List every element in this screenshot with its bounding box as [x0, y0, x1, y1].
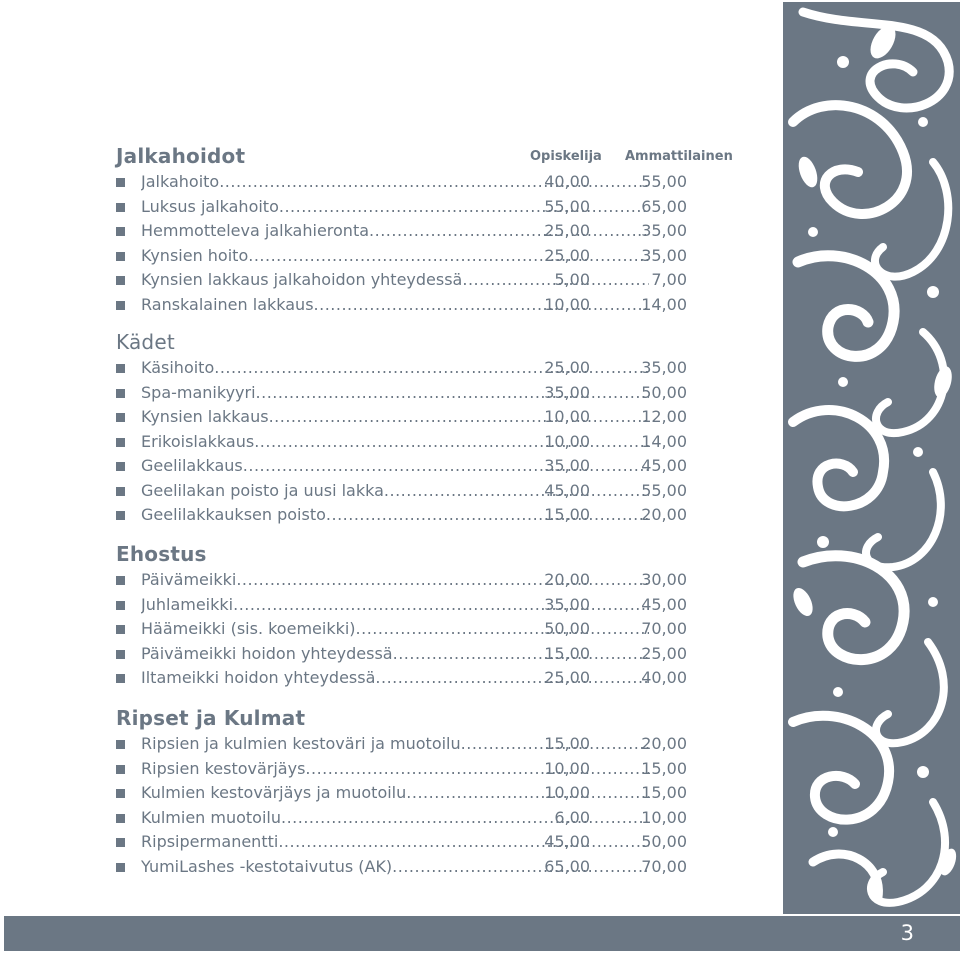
- service-name: Geelilakkaus .....: [141, 455, 649, 477]
- professional-price: 15,00: [641, 783, 687, 802]
- section-title: Jalkahoidot: [116, 144, 246, 168]
- service-name: Hemmotteleva jalkahieronta .....: [141, 220, 649, 242]
- price-row: [116, 382, 716, 404]
- square-bullet-icon: [116, 487, 125, 496]
- price-row: [116, 357, 716, 379]
- service-name: Spa-manikyyri .....: [141, 382, 649, 404]
- price-row: [116, 782, 716, 804]
- student-price: 25,00: [544, 358, 590, 377]
- price-row: [116, 431, 716, 453]
- square-bullet-icon: [116, 438, 125, 447]
- price-row: [116, 196, 716, 218]
- section-title: Kädet: [116, 330, 175, 354]
- professional-price: 7,00: [651, 270, 687, 289]
- price-row: [116, 269, 716, 291]
- decorative-pattern-panel: [783, 2, 960, 914]
- square-bullet-icon: [116, 789, 125, 798]
- paisley-ornament: [783, 2, 960, 914]
- student-price: 25,00: [544, 245, 590, 265]
- price-row: [116, 856, 716, 878]
- student-price: 55,00: [544, 196, 590, 216]
- price-row: [116, 294, 716, 316]
- service-name: Kulmien kestovärjäys ja muotoilu .....: [141, 782, 649, 804]
- square-bullet-icon: [116, 838, 125, 847]
- section-title: Ehostus: [116, 542, 207, 566]
- column-header-student: Opiskelija: [530, 149, 602, 164]
- student-price: 10,00: [544, 294, 590, 314]
- student-price: 15,00: [544, 734, 590, 753]
- professional-price: 20,00: [641, 734, 687, 753]
- square-bullet-icon: [116, 276, 125, 285]
- professional-price: 45,00: [641, 456, 687, 475]
- service-name: Käsihoito .....: [141, 357, 649, 379]
- price-row: [116, 455, 716, 477]
- student-price: 40,00: [544, 172, 590, 191]
- service-name: Päivämeikki hoidon yhteydessä .....: [141, 643, 649, 665]
- price-row: [116, 569, 716, 591]
- price-row: [116, 245, 716, 267]
- professional-price: 14,00: [641, 294, 687, 314]
- square-bullet-icon: [116, 740, 125, 749]
- service-name: Häämeikki (sis. koemeikki) .....: [141, 618, 649, 640]
- service-name: Luksus jalkahoito .....: [141, 196, 649, 218]
- service-name: Ripsipermanentti .....: [141, 831, 649, 853]
- professional-price: 55,00: [641, 172, 687, 191]
- square-bullet-icon: [116, 301, 125, 310]
- price-row: [116, 504, 716, 526]
- service-name: Kulmien muotoilu .....: [141, 807, 649, 829]
- price-row: [116, 618, 716, 640]
- student-price: 35,00: [544, 456, 590, 475]
- price-row: [116, 220, 716, 242]
- price-row: [116, 667, 716, 689]
- professional-price: 12,00: [641, 407, 687, 426]
- price-row: [116, 758, 716, 780]
- square-bullet-icon: [116, 413, 125, 422]
- student-price: 5,00: [554, 270, 590, 289]
- square-bullet-icon: [116, 625, 125, 634]
- service-name: Päivämeikki .....: [141, 569, 649, 591]
- professional-price: 40,00: [641, 668, 687, 687]
- service-name: Geelilakan poisto ja uusi lakka .....: [141, 480, 649, 502]
- student-price: 10,00: [544, 758, 590, 778]
- service-name: Juhlameikki .....: [141, 594, 649, 616]
- student-price: 25,00: [544, 668, 590, 687]
- square-bullet-icon: [116, 203, 125, 212]
- service-name: Erikoislakkaus .....: [141, 431, 649, 453]
- professional-price: 14,00: [641, 431, 687, 451]
- square-bullet-icon: [116, 863, 125, 872]
- professional-price: 20,00: [641, 505, 687, 524]
- professional-price: 35,00: [641, 358, 687, 377]
- service-name: Kynsien lakkaus .....: [141, 406, 649, 428]
- price-row: [116, 831, 716, 853]
- professional-price: 35,00: [641, 245, 687, 265]
- square-bullet-icon: [116, 601, 125, 610]
- section-title: Ripset ja Kulmat: [116, 706, 306, 730]
- professional-price: 55,00: [641, 480, 687, 500]
- student-price: 10,00: [544, 783, 590, 802]
- service-name: Kynsien hoito .....: [141, 245, 649, 267]
- professional-price: 15,00: [641, 758, 687, 778]
- square-bullet-icon: [116, 576, 125, 585]
- professional-price: 70,00: [641, 619, 687, 638]
- price-row: [116, 594, 716, 616]
- price-row: [116, 480, 716, 502]
- footer-bar: [4, 916, 960, 951]
- student-price: 10,00: [544, 431, 590, 451]
- service-name: Iltameikki hoidon yhteydessä .....: [141, 667, 649, 689]
- square-bullet-icon: [116, 364, 125, 373]
- professional-price: 30,00: [641, 570, 687, 589]
- price-row: [116, 171, 716, 193]
- professional-price: 70,00: [641, 856, 687, 876]
- price-row: [116, 733, 716, 755]
- student-price: 45,00: [544, 832, 590, 851]
- square-bullet-icon: [116, 674, 125, 683]
- column-header-professional: Ammattilainen: [625, 149, 733, 164]
- professional-price: 35,00: [641, 221, 687, 240]
- student-price: 20,00: [544, 570, 590, 589]
- student-price: 35,00: [544, 594, 590, 614]
- service-name: Geelilakkauksen poisto .....: [141, 504, 649, 526]
- square-bullet-icon: [116, 765, 125, 774]
- student-price: 15,00: [544, 505, 590, 524]
- service-name: Ranskalainen lakkaus .....: [141, 294, 649, 316]
- square-bullet-icon: [116, 389, 125, 398]
- professional-price: 45,00: [641, 594, 687, 614]
- service-name: Kynsien lakkaus jalkahoidon yhteydessä .....: [141, 269, 649, 291]
- square-bullet-icon: [116, 227, 125, 236]
- student-price: 50,00: [544, 619, 590, 638]
- student-price: 10,00: [544, 407, 590, 426]
- professional-price: 50,00: [641, 382, 687, 402]
- price-row: [116, 807, 716, 829]
- square-bullet-icon: [116, 252, 125, 261]
- square-bullet-icon: [116, 511, 125, 520]
- student-price: 65,00: [544, 856, 590, 876]
- service-name: Ripsien ja kulmien kestoväri ja muotoilu .....: [141, 733, 649, 755]
- service-name: YumiLashes -kestotaivutus (AK) .....: [141, 856, 649, 878]
- square-bullet-icon: [116, 462, 125, 471]
- student-price: 45,00: [544, 480, 590, 500]
- price-row: [116, 406, 716, 428]
- professional-price: 10,00: [641, 807, 687, 827]
- square-bullet-icon: [116, 178, 125, 187]
- price-row: [116, 643, 716, 665]
- student-price: 25,00: [544, 221, 590, 240]
- professional-price: 25,00: [641, 643, 687, 663]
- professional-price: 65,00: [641, 196, 687, 216]
- square-bullet-icon: [116, 814, 125, 823]
- student-price: 15,00: [544, 643, 590, 663]
- square-bullet-icon: [116, 650, 125, 659]
- professional-price: 50,00: [641, 832, 687, 851]
- service-name: Ripsien kestovärjäys .....: [141, 758, 649, 780]
- student-price: 6,00: [554, 807, 590, 827]
- student-price: 35,00: [544, 382, 590, 402]
- page-number: 3: [900, 921, 914, 945]
- service-name: Jalkahoito .....: [141, 171, 649, 193]
